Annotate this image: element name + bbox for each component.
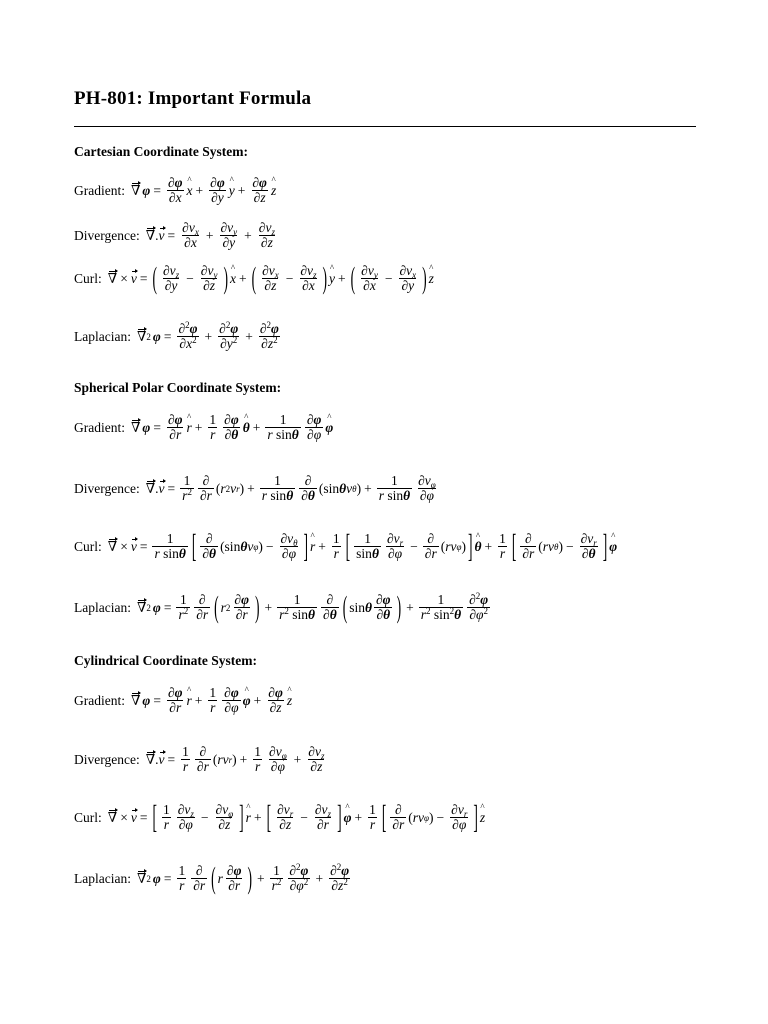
cylindrical-curl-formula: Curl: ∇ × v = [ $\frac{1}{r}$ $\frac{\partial v_z}{\partial\varphi}$ − $\frac{\partial v_\varphi}{\partial z}$ ] ^ r + [ $\frac{\partial v_r}{\partial z}$ − $\frac{\partial v_z}{\partial r}$ ] ^ φ + $\frac{1}{r}$ [ $\frac{\partial}{\partial r}$ ( r v φ ) − $\frac{\partial v_r}{\partial\varphi}$ ] ^ z: [74, 803, 485, 832]
cylindrical-curl-label: Curl:: [74, 809, 102, 825]
cartesian-gradient-label: Gradient:: [74, 182, 125, 198]
title-divider: [74, 126, 696, 127]
cartesian-divergence-formula: Divergence: ∇ . v = $\frac{\partial v_x}{\partial x}$ + $\frac{\partial v_y}{\partial y}$ + $\frac{\partial v_z}{\partial z}$: [74, 220, 275, 251]
cylindrical-divergence-label: Divergence:: [74, 751, 140, 767]
cartesian-curl-label: Curl:: [74, 270, 102, 286]
cartesian-laplacian-formula: Laplacian: ∇ 2 φ = $\frac{\partial^2\varphi}{\partial x^2}$ + $\frac{\partial^2\varphi}{\partial y^2}$ + $\frac{\partial^2\varphi}{\partial z^2}$: [74, 320, 279, 352]
section-heading-cylindrical: Cylindrical Coordinate System:: [74, 653, 257, 668]
spherical-divergence-formula: Divergence: ∇ . v = $\frac{1}{r^2}$ $\frac{\partial}{\partial r}$ ( r 2 v r ) + $\frac{1}{\text{r sinθ}}$ $\frac{\partial}{\partial\theta}$ (sin θ v θ ) + $\frac{1}{\text{r sinθ}}$ $\frac{\partial v_\varphi}{\partial\varphi}$: [74, 473, 436, 504]
spherical-divergence-label: Divergence:: [74, 480, 140, 496]
spherical-laplacian-formula: Laplacian: ∇ 2 φ = $\frac{1}{r^2}$ $\frac{\partial}{\partial r}$ ( r 2 $\frac{\partial\varphi}{\partial r}$ ) + $\frac{1}{r^2 \sin\theta}$ $\frac{\partial}{\partial\theta}$ ( sin θ $\frac{\partial\varphi}{\partial\theta}$ ) + $\frac{1}{r^2 \sin^2\theta}$ $\frac{\partial^2\varphi}{\partial\varphi^2}$: [74, 589, 489, 624]
spherical-laplacian-label: Laplacian:: [74, 599, 131, 615]
section-heading-spherical: Spherical Polar Coordinate System:: [74, 380, 282, 395]
spherical-gradient-label: Gradient:: [74, 419, 125, 435]
cylindrical-gradient-label: Gradient:: [74, 692, 125, 708]
cartesian-laplacian-label: Laplacian:: [74, 328, 131, 344]
spherical-curl-formula: Curl: ∇ × v = $\frac{1}{\text{r sinθ}}$ [ $\frac{\partial}{\partial\theta}$ (sin θ v φ ) − $\frac{\partial v_\theta}{\partial\varphi}$ ] ^ r + $\frac{1}{r}$ [ $\frac{1}{\sin\theta}$ $\frac{\partial v_r}{\partial\varphi}$ − $\frac{\partial}{\partial r}$ ( r v φ ) ] ^ θ + $\frac{1}{r}$ [ $\frac{\partial}{\partial r}$ ( r v θ ) − $\frac{\partial v_r}{\partial\theta}$ ] ^ φ: [74, 532, 617, 561]
cylindrical-divergence-formula: Divergence: ∇ . v = $\frac{1}{r}$ $\frac{\partial}{\partial r}$ ( r v r ) + $\frac{1}{r}$ $\frac{\partial v_\varphi}{\partial\varphi}$ + $\frac{\partial v_z}{\partial z}$: [74, 744, 325, 775]
cartesian-divergence-label: Divergence:: [74, 227, 140, 243]
page-title: PH-801: Important Formula: [74, 88, 312, 109]
cartesian-curl-formula: Curl: ∇ × v = ( $\frac{\partial v_z}{\partial y}$ − $\frac{\partial v_y}{\partial z}$ ) ^ x + ( $\frac{\partial v_x}{\partial z}$ − $\frac{\partial v_z}{\partial x}$ ) ^ y + ( $\frac{\partial v_y}{\partial x}$ − $\frac{\partial v_x}{\partial y}$ ) ^ z: [74, 264, 434, 293]
cylindrical-gradient-formula: Gradient: ∇ φ = $\frac{\partial\varphi}{\partial r}$ ^ r + $\frac{1}{r}$ $\frac{\partial\varphi}{\partial\varphi}$ ^ φ + $\frac{\partial\varphi}{\partial z}$ ^ z: [74, 686, 292, 715]
cylindrical-laplacian-formula: Laplacian: ∇ 2 φ = $\frac{1}{r}$ $\frac{\partial}{\partial r}$ ( r $\frac{\partial\varphi}{\partial r}$ ) + $\frac{1}{r^2}$ $\frac{\partial^2\varphi}{\partial\varphi^2}$ + $\frac{\partial^2\varphi}{\partial z^2}$: [74, 860, 350, 895]
spherical-curl-label: Curl:: [74, 538, 102, 554]
cylindrical-laplacian-label: Laplacian:: [74, 870, 131, 886]
section-heading-cartesian: Cartesian Coordinate System:: [74, 144, 248, 159]
cartesian-gradient-formula: Gradient: ∇ φ = $\frac{\partial\varphi}{\partial x}$ ^ x + $\frac{\partial\varphi}{\partial y}$ ^ y + $\frac{\partial\varphi}{\partial z}$ ^ z: [74, 176, 276, 205]
spherical-gradient-formula: Gradient: ∇ φ = $\frac{\partial\varphi}{\partial r}$ ^ r + $\frac{1}{r}$ $\frac{\partial\varphi}{\partial\theta}$ ^ θ + $\frac{1}{\text{r sinθ}}$ $\frac{\partial\varphi}{\partial\varphi}$ ^ φ: [74, 413, 333, 442]
